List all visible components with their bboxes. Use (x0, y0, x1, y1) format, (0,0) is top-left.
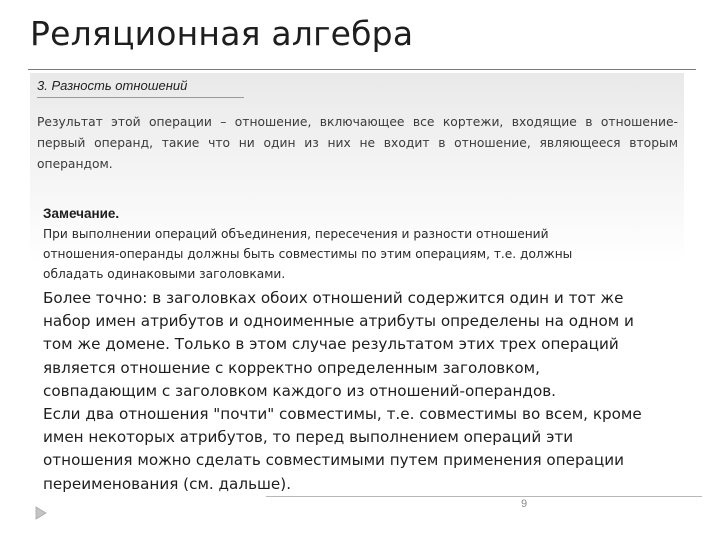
slide-title: Реляционная алгебра (30, 14, 414, 53)
remark-line: При выполнении операций объединения, пересечения и разности отношений (43, 227, 549, 241)
footer-divider (266, 496, 702, 497)
page-number: 9 (521, 498, 528, 510)
body-line: переименования (см. дальше). (43, 474, 292, 493)
body-line: Если два отношения "почти" совместимы, т.е. совместимы во всем, кроме (43, 405, 642, 424)
body-line: совпадающим с заголовком каждого из отношений-операндов. (43, 381, 557, 400)
remark-line: отношения-операнды должны быть совместимы по этим операциям, т.е. должны (43, 247, 573, 261)
body-line: имен некоторых атрибутов, то перед выполнением операций эти (43, 428, 574, 447)
body-line: Более точно: в заголовках обоих отношений содержится один и тот же (43, 289, 624, 307)
body-line: том же домене. Только в этом случае результатом этих трех операций (43, 335, 619, 354)
nav-arrow-icon[interactable] (35, 506, 47, 520)
remark-heading: Замечание. (43, 206, 120, 221)
body-paragraph (43, 287, 688, 496)
remark-paragraph (43, 224, 683, 284)
definition-paragraph: Результат этой операции – отношение, включающее все кортежи, входящие в отношение-первый операнд, такие что ни один из них не входит в отношение, являющееся вторым операндом. (37, 115, 678, 171)
body-line: отношения можно сделать совместимыми путем применения операции (43, 451, 625, 470)
title-divider (28, 69, 696, 70)
body-line: является отношение с корректно определенным заголовком, (43, 358, 540, 377)
body-line: набор имен атрибутов и одноименные атрибуты определены на одном и (43, 312, 634, 331)
section-heading-underline (37, 97, 244, 98)
remark-line: обладать одинаковыми заголовками. (43, 267, 286, 281)
section-heading: 3. Разность отношений (37, 78, 188, 93)
